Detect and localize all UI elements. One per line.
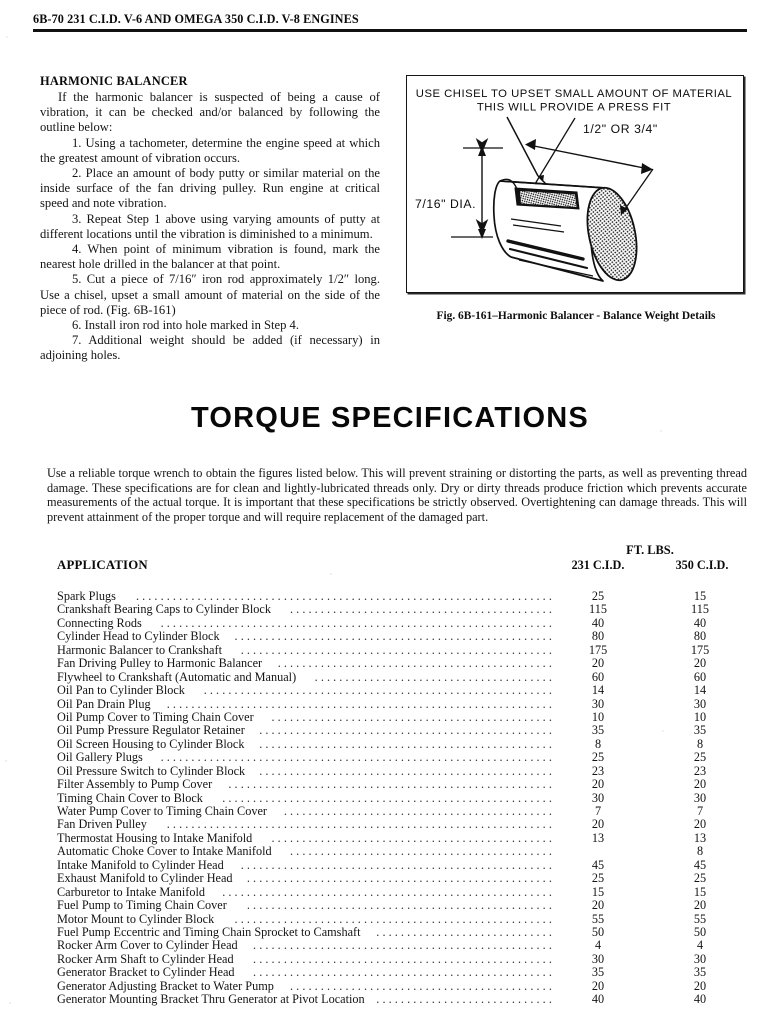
table-cell-application: Motor Mount to Cylinder Block xyxy=(57,911,215,926)
table-cell-application: Crankshaft Bearing Caps to Cylinder Block xyxy=(57,602,271,617)
table-cell-350-cid: 30 xyxy=(693,696,707,711)
table-row xyxy=(0,684,780,697)
dot-leader: .................................................. xyxy=(246,872,555,886)
figure-caption: Fig. 6B-161–Harmonic Balancer - Balance Weight Details xyxy=(436,310,716,322)
table-cell-231-cid: 25 xyxy=(591,871,605,886)
figure-callout-line-1: USE CHISEL TO UPSET SMALL AMOUNT OF MATERIAL xyxy=(415,88,733,100)
table-cell-231-cid: 80 xyxy=(591,629,605,644)
figure-border-box xyxy=(406,75,744,293)
table-row xyxy=(0,980,780,993)
dot-leader: .................................................. xyxy=(246,899,555,913)
procedure-step-2: 2. Place an amount of body putty or similar material on the inside surface of the fan driving pulley. Run engine at critical speed and note vibration. xyxy=(40,166,380,211)
table-cell-350-cid: 40 xyxy=(693,615,707,630)
table-row xyxy=(0,751,780,764)
table-cell-350-cid: 20 xyxy=(693,898,707,913)
table-cell-231-cid: 40 xyxy=(591,992,605,1007)
dot-leader: ............................................. xyxy=(277,657,555,671)
table-cell-application: Oil Pressure Switch to Cylinder Block xyxy=(57,763,246,778)
table-cell-application: Oil Pan Drain Plug xyxy=(57,696,151,711)
table-row xyxy=(0,805,780,818)
table-cell-231-cid: 20 xyxy=(591,777,605,792)
table-cell-350-cid: 20 xyxy=(693,978,707,993)
table-cell-application: Carburetor to Intake Manifold xyxy=(57,884,205,899)
dot-leader: ................................................................ xyxy=(160,751,555,765)
table-cell-231-cid: 25 xyxy=(591,750,605,765)
table-cell-application: Rocker Arm Cover to Cylinder Head xyxy=(57,938,238,953)
table-cell-application: Oil Gallery Plugs xyxy=(57,750,143,765)
table-cell-application: Connecting Rods xyxy=(57,615,142,630)
running-head xyxy=(33,12,747,32)
table-row xyxy=(0,939,780,952)
table-cell-231-cid: 35 xyxy=(591,965,605,980)
table-cell-231-cid: 20 xyxy=(591,978,605,993)
table-row xyxy=(0,698,780,711)
table-cell-231-cid: 15 xyxy=(591,884,605,899)
table-row xyxy=(0,818,780,831)
running-head-rule xyxy=(33,29,747,32)
torque-table-rows xyxy=(0,590,780,1007)
table-cell-231-cid: 20 xyxy=(591,898,605,913)
table-cell-350-cid: 80 xyxy=(693,629,707,644)
table-cell-application: Spark Plugs xyxy=(57,589,116,603)
table-cell-350-cid: 25 xyxy=(693,750,707,765)
dot-leader: ................................................. xyxy=(253,952,555,966)
dot-leader: ................................................. xyxy=(253,939,555,953)
table-cell-application: Timing Chain Cover to Block xyxy=(57,790,203,805)
table-row xyxy=(0,872,780,885)
table-row xyxy=(0,590,780,603)
dot-leader: ...................................................... xyxy=(222,791,555,805)
harmonic-balancer-section xyxy=(40,74,380,364)
table-cell-350-cid: 23 xyxy=(693,763,707,778)
table-cell-application: Fuel Pump to Timing Chain Cover xyxy=(57,898,227,913)
table-row xyxy=(0,953,780,966)
dot-leader: ....................................... xyxy=(314,670,555,684)
section-intro-paragraph: If the harmonic balancer is suspected of being a cause of vibration, it can be checked and/or balanced by following the outline below: xyxy=(40,90,380,135)
diameter-dimension xyxy=(415,146,503,239)
table-cell-350-cid: 15 xyxy=(693,589,707,603)
dot-leader: .............................................. xyxy=(271,710,555,724)
table-cell-350-cid: 20 xyxy=(693,777,707,792)
table-cell-application: Generator Bracket to Cylinder Head xyxy=(57,965,235,980)
procedure-step-1: 1. Using a tachometer, determine the engine speed at which the greatest amount of vibration occurs. xyxy=(40,135,380,165)
table-cell-350-cid: 40 xyxy=(693,992,707,1007)
table-cell-application: Thermostat Housing to Intake Manifold xyxy=(57,830,253,845)
dot-leader: ............................. xyxy=(376,925,555,939)
table-cell-231-cid: 4 xyxy=(594,938,602,953)
table-row xyxy=(0,603,780,616)
table-cell-350-cid: 15 xyxy=(693,884,707,899)
table-cell-350-cid: 13 xyxy=(693,830,707,845)
table-cell-350-cid: 14 xyxy=(693,683,707,698)
figure-length-label: 1/2" OR 3/4" xyxy=(583,122,658,136)
scan-speckle xyxy=(330,573,332,575)
table-cell-231-cid: 8 xyxy=(594,736,602,751)
dot-leader: .................................................................... xyxy=(135,590,555,603)
iron-rod-body xyxy=(494,179,645,284)
table-cell-application: Fan Driving Pulley to Harmonic Balancer xyxy=(57,656,263,671)
table-cell-350-cid: 175 xyxy=(690,642,710,657)
dot-leader: ................................................ xyxy=(259,737,555,751)
table-cell-231-cid: 23 xyxy=(591,763,605,778)
table-cell-231-cid: 30 xyxy=(591,951,605,966)
table-row xyxy=(0,899,780,912)
table-cell-350-cid: 7 xyxy=(696,804,704,818)
table-row xyxy=(0,711,780,724)
table-cell-231-cid: 30 xyxy=(591,696,605,711)
table-cell-application: Generator Adjusting Bracket to Water Pump xyxy=(57,978,274,993)
running-head-text: 6B-70 231 C.I.D. V-6 AND OMEGA 350 C.I.D. V-8 ENGINES xyxy=(33,12,359,26)
dot-leader: .................................................... xyxy=(234,912,555,926)
table-cell-231-cid: 25 xyxy=(591,589,605,603)
procedure-step-7: 7. Additional weight should be added (if necessary) in adjoining holes. xyxy=(40,333,380,363)
scan-speckle xyxy=(6,36,8,38)
torque-intro-paragraph: Use a reliable torque wrench to obtain the figures listed below. This will prevent straining or distorting the parts, as well as preventing thread damage. These specifications are for clean and lightly-lubricated threads only. Dry or dirty threads produce friction which prevents accurate measurements of the actual torque. It is important that these specifications be strictly observed. Overtightening can damage threads. This will prevent attainment of the proper torque and will require replacement of the damaged part. xyxy=(47,466,747,524)
dot-leader: ...................................................... xyxy=(222,885,555,899)
procedure-step-4: 4. When point of minimum vibration is found, mark the nearest hole drilled in the balancer at that point. xyxy=(40,242,380,272)
table-cell-application: Fan Driven Pulley xyxy=(57,817,147,832)
table-row xyxy=(0,966,780,979)
table-cell-231-cid: 14 xyxy=(591,683,605,698)
figure-6b-161 xyxy=(406,75,746,322)
dot-leader: ................................................... xyxy=(240,858,555,872)
dot-leader: ......................................................... xyxy=(203,684,555,698)
dot-leader: ............................................................... xyxy=(166,818,555,832)
table-cell-application: Oil Pump Pressure Regulator Retainer xyxy=(57,723,245,738)
table-cell-231-cid: 7 xyxy=(594,804,602,818)
table-cell-350-cid: 35 xyxy=(693,965,707,980)
table-row xyxy=(0,765,780,778)
table-row xyxy=(0,993,780,1006)
table-cell-application: Fuel Pump Eccentric and Timing Chain Sprocket to Camshaft xyxy=(57,924,361,939)
table-cell-350-cid: 115 xyxy=(691,602,709,617)
dot-leader: ............................................................... xyxy=(166,697,555,711)
table-row xyxy=(0,630,780,643)
scan-speckle xyxy=(5,760,7,762)
table-cell-231-cid: 45 xyxy=(591,857,605,872)
dot-leader: ................................................................ xyxy=(160,616,555,630)
table-row xyxy=(0,738,780,751)
table-cell-231-cid: 60 xyxy=(591,669,605,684)
table-cell-231-cid: 35 xyxy=(591,723,605,738)
table-cell-231-cid: 50 xyxy=(591,924,605,939)
table-cell-application: Rocker Arm Shaft to Cylinder Head xyxy=(57,951,234,966)
dot-leader: ..................................................... xyxy=(228,778,555,792)
table-row xyxy=(0,913,780,926)
procedure-step-5: 5. Cut a piece of 7/16″ iron rod approximately 1/2″ long. Use a chisel, upset a small amount of material on the side of the piece of rod. (Fig. 6B-161) xyxy=(40,272,380,317)
dot-leader: ................................................. xyxy=(253,966,555,980)
table-row xyxy=(0,778,780,791)
table-cell-application: Automatic Choke Cover to Intake Manifold xyxy=(57,844,272,859)
dot-leader: ................................................ xyxy=(259,724,555,738)
table-cell-231-cid: 55 xyxy=(591,911,605,926)
table-row xyxy=(0,671,780,684)
table-cell-application: Flywheel to Crankshaft (Automatic and Manual) xyxy=(57,669,297,684)
table-cell-231-cid: 20 xyxy=(591,817,605,832)
table-cell-350-cid: 8 xyxy=(696,844,704,859)
table-row xyxy=(0,792,780,805)
table-row xyxy=(0,832,780,845)
table-cell-231-cid: 30 xyxy=(591,790,605,805)
table-cell-350-cid: 60 xyxy=(693,669,707,684)
table-cell-application: Water Pump Cover to Timing Chain Cover xyxy=(57,804,267,818)
table-cell-350-cid: 55 xyxy=(693,911,707,926)
dot-leader: ........................................... xyxy=(290,603,555,617)
procedure-step-3: 3. Repeat Step 1 above using varying amounts of putty at different locations until the vibration is diminished to a minimum. xyxy=(40,211,380,241)
table-cell-231-cid: 20 xyxy=(591,656,605,671)
table-cell-application: Exhaust Manifold to Cylinder Head xyxy=(57,871,233,886)
dot-leader: ........................................... xyxy=(290,979,555,993)
dot-leader: ............................. xyxy=(376,993,555,1007)
dot-leader: ................................................... xyxy=(240,643,555,657)
table-cell-350-cid: 45 xyxy=(693,857,707,872)
table-cell-231-cid: 13 xyxy=(591,830,605,845)
table-cell-application: Intake Manifold to Cylinder Head xyxy=(57,857,224,872)
table-cell-350-cid: 30 xyxy=(693,951,707,966)
scan-speckle xyxy=(660,430,662,432)
table-units-header: FT. LBS. xyxy=(626,543,674,557)
table-cell-350-cid: 35 xyxy=(693,723,707,738)
table-row xyxy=(0,617,780,630)
table-cell-231-cid: 175 xyxy=(588,642,608,657)
dot-leader: ................................................ xyxy=(259,764,555,778)
figure-diameter-label: 7/16" DIA. xyxy=(415,197,477,211)
table-cell-231-cid: 115 xyxy=(589,602,607,617)
table-cell-350-cid: 4 xyxy=(696,938,704,953)
section-heading: HARMONIC BALANCER xyxy=(40,74,188,88)
table-header-350-cid: 350 C.I.D. xyxy=(675,558,729,572)
table-row xyxy=(0,926,780,939)
torque-specifications-title: TORQUE SPECIFICATIONS xyxy=(191,402,589,434)
table-cell-application: Oil Pump Cover to Timing Chain Cover xyxy=(57,709,254,724)
table-cell-231-cid: 40 xyxy=(591,615,605,630)
table-cell-350-cid: 8 xyxy=(696,736,704,751)
table-row xyxy=(0,845,780,858)
figure-callout-line-2: THIS WILL PROVIDE A PRESS FIT xyxy=(476,101,672,114)
dot-leader: .................................................... xyxy=(234,630,555,644)
table-cell-application: Harmonic Balancer to Crankshaft xyxy=(57,642,222,657)
scan-speckle xyxy=(9,1002,11,1004)
table-cell-231-cid: 10 xyxy=(591,709,605,724)
dot-leader: .............................................. xyxy=(271,831,555,845)
table-cell-350-cid: 25 xyxy=(693,871,707,886)
table-cell-350-cid: 30 xyxy=(693,790,707,805)
table-cell-350-cid: 20 xyxy=(693,656,707,671)
scan-speckle xyxy=(662,730,664,732)
table-header-application: APPLICATION xyxy=(57,558,148,572)
dot-leader: ............................................ xyxy=(283,805,555,818)
table-cell-application: Oil Screen Housing to Cylinder Block xyxy=(57,736,245,751)
table-header-231-cid: 231 C.I.D. xyxy=(571,558,625,572)
table-cell-application: Filter Assembly to Pump Cover xyxy=(57,777,213,792)
table-cell-application: Oil Pan to Cylinder Block xyxy=(57,683,185,698)
table-row xyxy=(0,644,780,657)
table-cell-350-cid: 10 xyxy=(693,709,707,724)
table-cell-350-cid: 20 xyxy=(693,817,707,832)
dot-leader: ........................................... xyxy=(290,845,555,859)
procedure-step-6: 6. Install iron rod into hole marked in Step 4. xyxy=(72,318,300,333)
table-cell-application: Generator Mounting Bracket Thru Generator at Pivot Location xyxy=(57,992,365,1007)
table-cell-350-cid: 50 xyxy=(693,924,707,939)
table-cell-application: Cylinder Head to Cylinder Block xyxy=(57,629,220,644)
table-row xyxy=(0,657,780,670)
table-row xyxy=(0,859,780,872)
balance-weight-illustration xyxy=(407,76,742,291)
table-row xyxy=(0,886,780,899)
